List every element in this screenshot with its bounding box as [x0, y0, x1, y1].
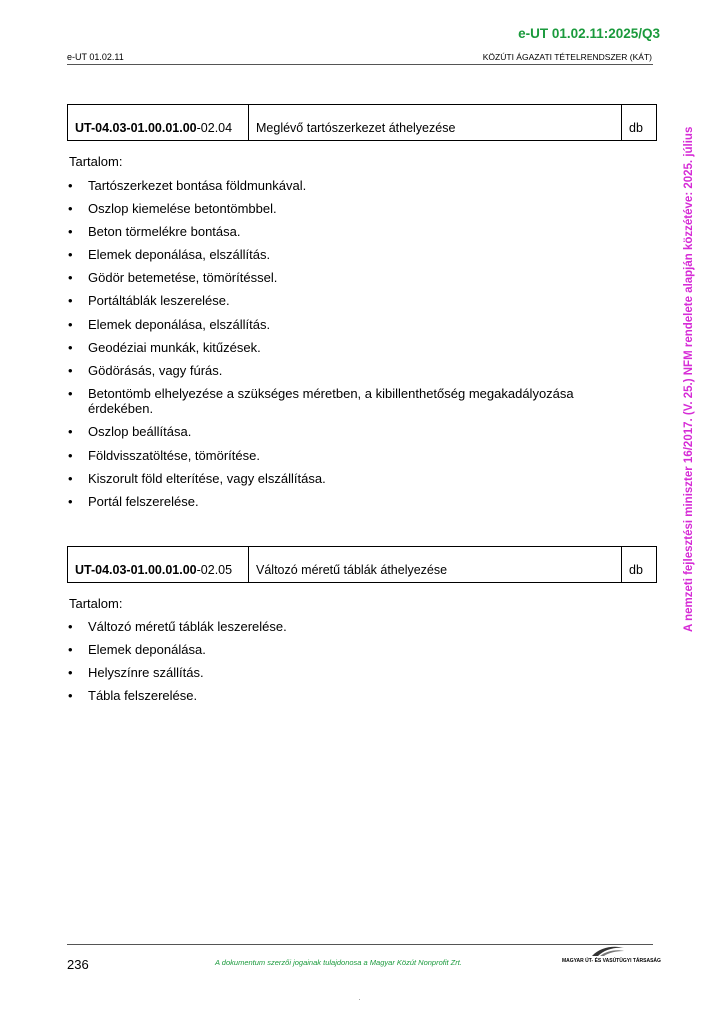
list-item: • Betontömb elhelyezése a szükséges méretben, a kibillenthetőség megakadályozása érdekében. — [68, 385, 574, 417]
item-title: Meglévő tartószerkezet áthelyezése — [249, 105, 622, 141]
item-code: UT-04.03-01.00.01.00-02.04 — [68, 105, 249, 141]
list-item: • Oszlop kiemelése betontömbbel. — [68, 201, 277, 217]
list-item: • Beton törmelékre bontása. — [68, 224, 241, 240]
header-divider — [67, 64, 653, 65]
content-list — [67, 178, 617, 517]
list-item: • Elemek deponálása. — [68, 642, 206, 658]
list-item: • Portáltáblák leszerelése. — [68, 293, 230, 309]
list-item: • Gödörásás, vagy fúrás. — [68, 362, 223, 378]
list-item: • Tábla felszerelése. — [68, 688, 198, 704]
list-item: • Geodéziai munkák, kitűzések. — [68, 339, 261, 355]
society-logo — [562, 945, 661, 969]
logo-swoosh-icon — [590, 945, 626, 957]
content-label: Tartalom: — [69, 154, 123, 169]
list-item: • Portál felszerelése. — [68, 493, 199, 509]
list-item: • Elemek deponálása, elszállítás. — [68, 316, 271, 332]
list-item: • Tartószerkezet bontása földmunkával. — [68, 178, 307, 193]
document-code: e-UT 01.02.11:2025/Q3 — [518, 26, 660, 41]
side-publication-note: A nemzeti fejlesztési miniszter 16/2017. (V. 25.) NFM rendelete alapján közzétéve: 2025. július — [683, 126, 695, 632]
item-header-table — [67, 546, 657, 583]
page-mark: · — [358, 994, 361, 1004]
item-unit: db — [622, 105, 657, 141]
list-item: • Elemek deponálása, elszállítás. — [68, 247, 271, 263]
page-number: 236 — [67, 957, 89, 972]
item-header-table — [67, 104, 657, 141]
copyright-note: A dokumentum szerzői jogainak tulajdonosa a Magyar Közút Nonprofit Zrt. — [215, 958, 462, 967]
item-code: UT-04.03-01.00.01.00-02.05 — [68, 547, 249, 583]
list-item: • Helyszínre szállítás. — [68, 665, 204, 681]
content-label: Tartalom: — [69, 596, 123, 611]
logo-text: MAGYAR ÚT- ÉS VASÚTÜGYI TÁRSASÁG — [562, 958, 661, 964]
list-item: • Gödör betemetése, tömörítéssel. — [68, 270, 278, 286]
content-list — [67, 619, 617, 711]
list-item: • Földvisszatöltése, tömörítése. — [68, 447, 260, 463]
list-item: • Kiszorult föld elterítése, vagy elszállítása. — [68, 470, 326, 486]
list-item: • Oszlop beállítása. — [68, 424, 192, 440]
header-right: KÖZÚTI ÁGAZATI TÉTELRENDSZER (KÁT) — [482, 52, 652, 62]
list-item: • Változó méretű táblák leszerelése. — [68, 619, 287, 634]
header-left: e-UT 01.02.11 — [67, 52, 124, 62]
item-unit: db — [622, 547, 657, 583]
item-title: Változó méretű táblák áthelyezése — [249, 547, 622, 583]
